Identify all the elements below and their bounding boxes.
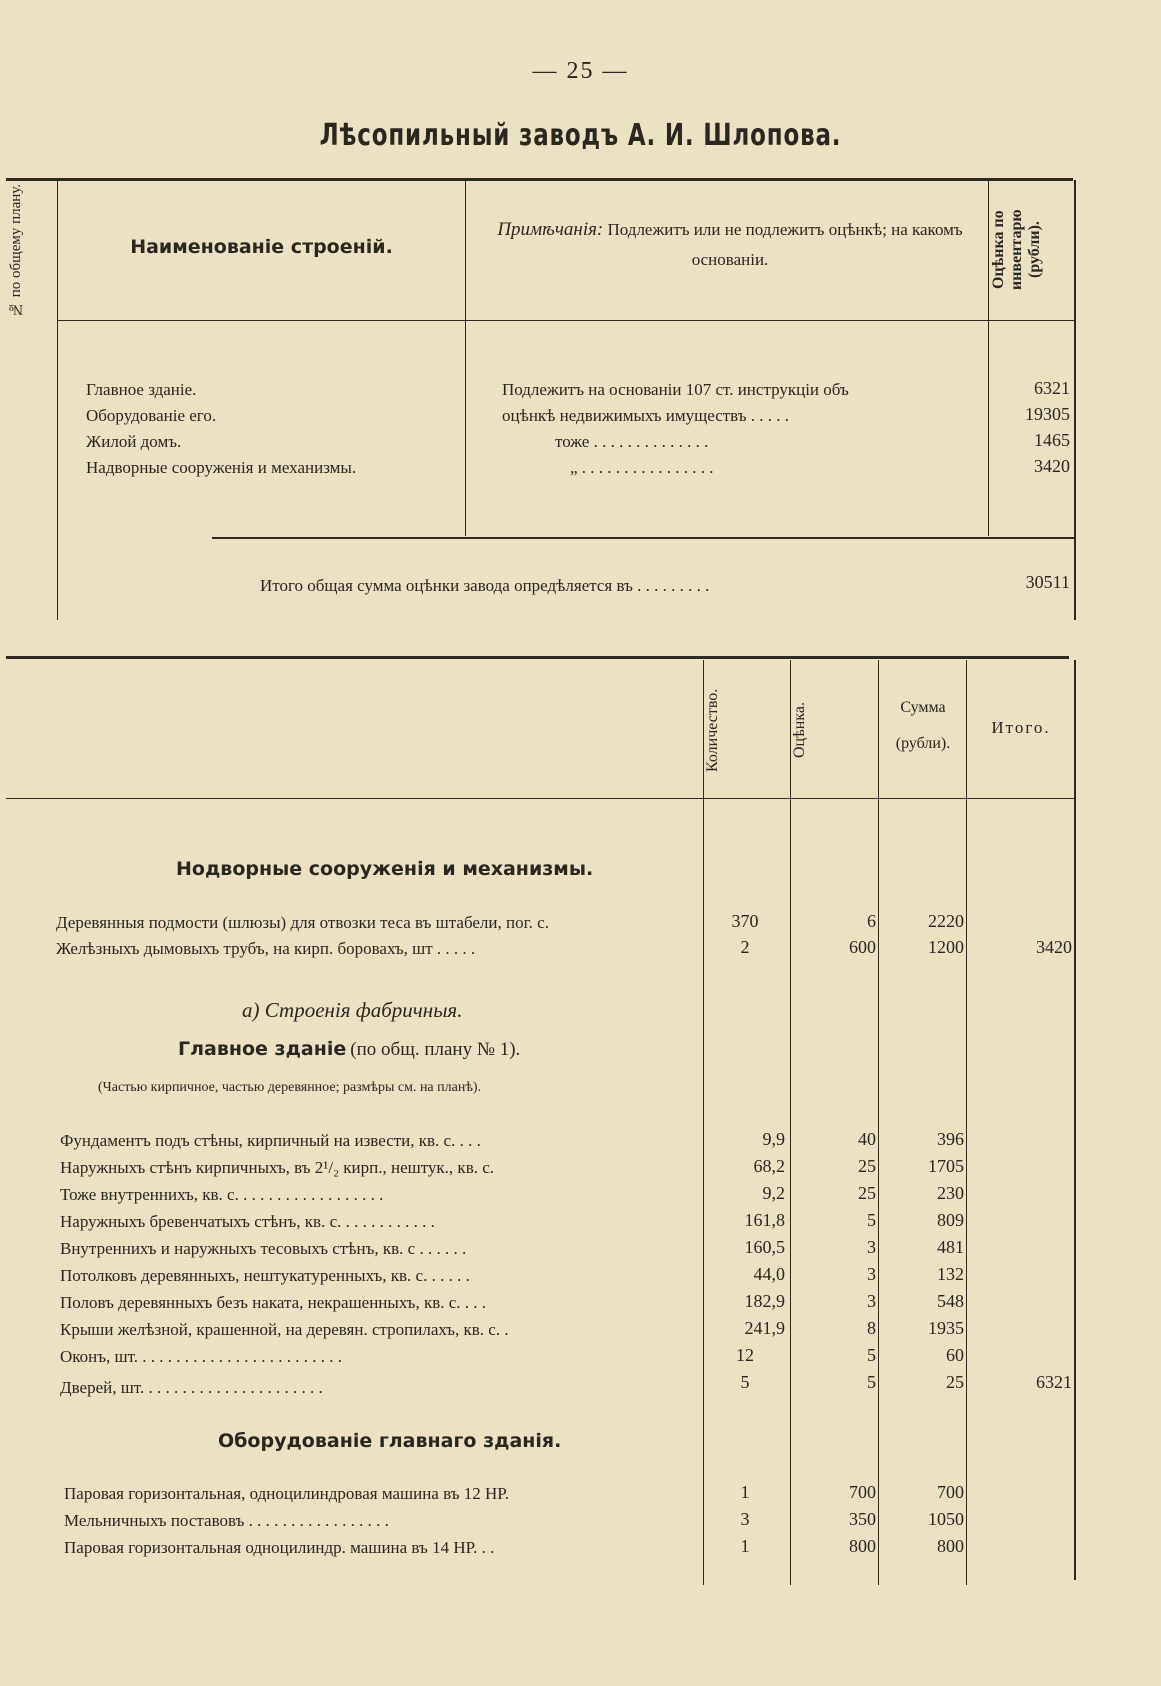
summary-row-value: 6321 (1034, 378, 1070, 398)
subsection-factory-buildings: а) Строенія фабричныя. (242, 998, 463, 1022)
detail-row-name: Паровая горизонтальная, одноцилиндровая машина въ 12 HP. (64, 1484, 510, 1503)
detail-row-name: Паровая горизонтальная одноцилиндр. машина въ 14 HP. . . (64, 1538, 495, 1557)
detail-row-qty: 1 (740, 1536, 750, 1556)
detail-row-sum: 481 (937, 1237, 964, 1257)
detail-row-qty: 1 (740, 1482, 750, 1502)
detail-row-name: Фундаментъ подъ стѣны, кирпичный на извести, кв. с. . . . (60, 1131, 481, 1150)
detail-row-name: Дверей, шт. . . . . . . . . . . . . . . . . . . . . . (60, 1378, 323, 1397)
detail-row-qty: 9,9 (762, 1129, 785, 1149)
rule (6, 656, 1069, 659)
detail-row-sum: 230 (937, 1183, 964, 1203)
detail-row-sum: 396 (937, 1129, 964, 1149)
main-building-note: (Частью кирпичное, частью деревянное; размѣры см. на планѣ). (98, 1080, 482, 1095)
detail-row-price: 600 (849, 937, 876, 957)
detail-row-name: Наружныхъ стѣнъ кирпичныхъ, въ 2¹/₂ кирп., нештук., кв. с. (60, 1158, 495, 1177)
col-total-header: Итого. (991, 718, 1051, 737)
detail-row-qty: 44,0 (753, 1264, 785, 1284)
detail-row-qty: 5 (740, 1372, 750, 1392)
detail-row-total: 6321 (1036, 1372, 1072, 1392)
col-plan-number-header: № по общему плану. (8, 183, 24, 317)
summary-row-name: Надворные сооруженія и механизмы. (86, 458, 357, 477)
detail-row-name: Потолковъ деревянныхъ, нештукатуренныхъ, кв. с. . . . . . (60, 1266, 470, 1285)
detail-row-price: 700 (849, 1482, 876, 1502)
col-price-header: Оцѣнка. (791, 702, 808, 758)
detail-row-sum: 1705 (928, 1156, 964, 1176)
col-building-name-header: Наименованіе строеній. (130, 236, 393, 258)
detail-row-price: 5 (867, 1345, 876, 1365)
rule (1074, 660, 1076, 1580)
detail-row-price: 5 (867, 1210, 876, 1230)
summary-row-name: Жилой домъ. (86, 432, 182, 451)
detail-row-sum: 132 (937, 1264, 964, 1284)
detail-row-price: 3 (867, 1291, 876, 1311)
summary-row-value: 19305 (1025, 404, 1070, 424)
detail-row-name: Оконъ, шт. . . . . . . . . . . . . . . . . . . . . . . . . (60, 1347, 343, 1366)
summary-total-value: 30511 (1025, 572, 1070, 592)
detail-row-price: 25 (858, 1183, 876, 1203)
rule (57, 320, 1075, 321)
detail-row-price: 350 (849, 1509, 876, 1529)
page-title: Лѣсопильный заводъ А. И. Шлопова. (319, 118, 842, 153)
detail-row-sum: 809 (937, 1210, 964, 1230)
detail-row-name: Деревянныя подмости (шлюзы) для отвозки теса въ штабели, пог. с. (56, 913, 549, 932)
main-building-plan-ref: (по общ. плану № 1). (350, 1039, 521, 1060)
summary-row-note: тоже . . . . . . . . . . . . . . (555, 432, 709, 451)
detail-row-price: 40 (858, 1129, 876, 1149)
page-number: — 25 — (532, 58, 629, 84)
notes-description: Подлежитъ или не подлежитъ оцѣнкѣ; на какомъ основаніи. (607, 220, 963, 269)
summary-total-label: Итого общая сумма оцѣнки завода опредѣляется въ . . . . . . . . . (260, 576, 710, 595)
detail-row-qty: 160,5 (744, 1237, 785, 1257)
col-quantity-header: Количество. (704, 688, 721, 772)
detail-row-qty: 241,9 (744, 1318, 785, 1338)
detail-row-total: 3420 (1036, 937, 1072, 957)
detail-row-name: Наружныхъ бревенчатыхъ стѣнъ, кв. с. . . . . . . . . . . . (60, 1212, 435, 1231)
rule (1074, 180, 1076, 620)
col-sum-header: Сумма (рубли). (895, 699, 951, 752)
detail-row-name: Внутреннихъ и наружныхъ тесовыхъ стѣнъ, кв. с . . . . . . (60, 1239, 467, 1258)
detail-row-sum: 1200 (928, 937, 964, 957)
detail-row-price: 5 (867, 1372, 876, 1392)
detail-row-sum: 25 (946, 1372, 964, 1392)
notes-label: Примѣчанія: (497, 219, 604, 240)
detail-row-qty: 68,2 (753, 1156, 785, 1176)
summary-row-name: Главное зданіе. (86, 380, 197, 399)
detail-row-name: Тоже внутреннихъ, кв. с. . . . . . . . . . . . . . . . . . (60, 1185, 384, 1204)
detail-row-qty: 2 (740, 937, 750, 957)
detail-row-qty: 9,2 (762, 1183, 785, 1203)
detail-row-sum: 700 (937, 1482, 964, 1502)
summary-row-value: 3420 (1034, 456, 1070, 476)
summary-row-value: 1465 (1034, 430, 1070, 450)
detail-row-sum: 548 (937, 1291, 964, 1311)
rule (988, 180, 989, 536)
detail-row-price: 3 (867, 1264, 876, 1284)
detail-row-qty: 3 (740, 1509, 750, 1529)
summary-row-note: Подлежитъ на основаніи 107 ст. инструкціи объ (502, 380, 849, 399)
detail-row-name: Желѣзныхъ дымовыхъ трубъ, на кирп. боровахъ, шт . . . . . (56, 939, 476, 958)
summary-row-name: Оборудованіе его. (86, 406, 217, 425)
detail-row-price: 800 (849, 1536, 876, 1556)
detail-row-price: 8 (867, 1318, 876, 1338)
equipment-section-title: Оборудованіе главнаго зданія. (218, 1430, 562, 1452)
detail-row-qty: 182,9 (744, 1291, 785, 1311)
detail-row-sum: 2220 (928, 911, 964, 931)
detail-row-qty: 12 (736, 1345, 754, 1365)
col-inventory-value-header: Оцѣнка по инвентарю (рубли). (990, 209, 1043, 291)
detail-row-sum: 1050 (928, 1509, 964, 1529)
main-building-heading (178, 1038, 520, 1061)
detail-row-sum: 60 (946, 1345, 964, 1365)
detail-row-sum: 800 (937, 1536, 964, 1556)
rule (212, 537, 1074, 539)
summary-row-note: „ . . . . . . . . . . . . . . . . (570, 458, 714, 477)
main-building-title: Главное зданіе (178, 1038, 347, 1060)
detail-row-sum: 1935 (928, 1318, 964, 1338)
detail-row-name: Крыши желѣзной, крашенной, на деревян. стропилахъ, кв. с. . (60, 1320, 509, 1339)
detail-row-price: 3 (867, 1237, 876, 1257)
detail-row-name: Половъ деревянныхъ безъ наката, некрашенныхъ, кв. с. . . . (60, 1293, 487, 1312)
detail-row-qty: 161,8 (744, 1210, 785, 1230)
detail-row-qty: 370 (731, 911, 759, 931)
summary-row-note: оцѣнкѣ недвижимыхъ имуществъ . . . . . (502, 406, 790, 425)
col-notes-header (490, 215, 970, 275)
detail-row-price: 6 (867, 911, 876, 931)
rule (6, 178, 1073, 181)
section-title-yard-structures: Нодворные сооруженія и механизмы. (176, 858, 594, 880)
rule (6, 798, 1074, 799)
detail-row-name: Мельничныхъ поставовъ . . . . . . . . . . . . . . . . . (64, 1511, 389, 1530)
rule (465, 180, 466, 536)
detail-row-price: 25 (858, 1156, 876, 1176)
